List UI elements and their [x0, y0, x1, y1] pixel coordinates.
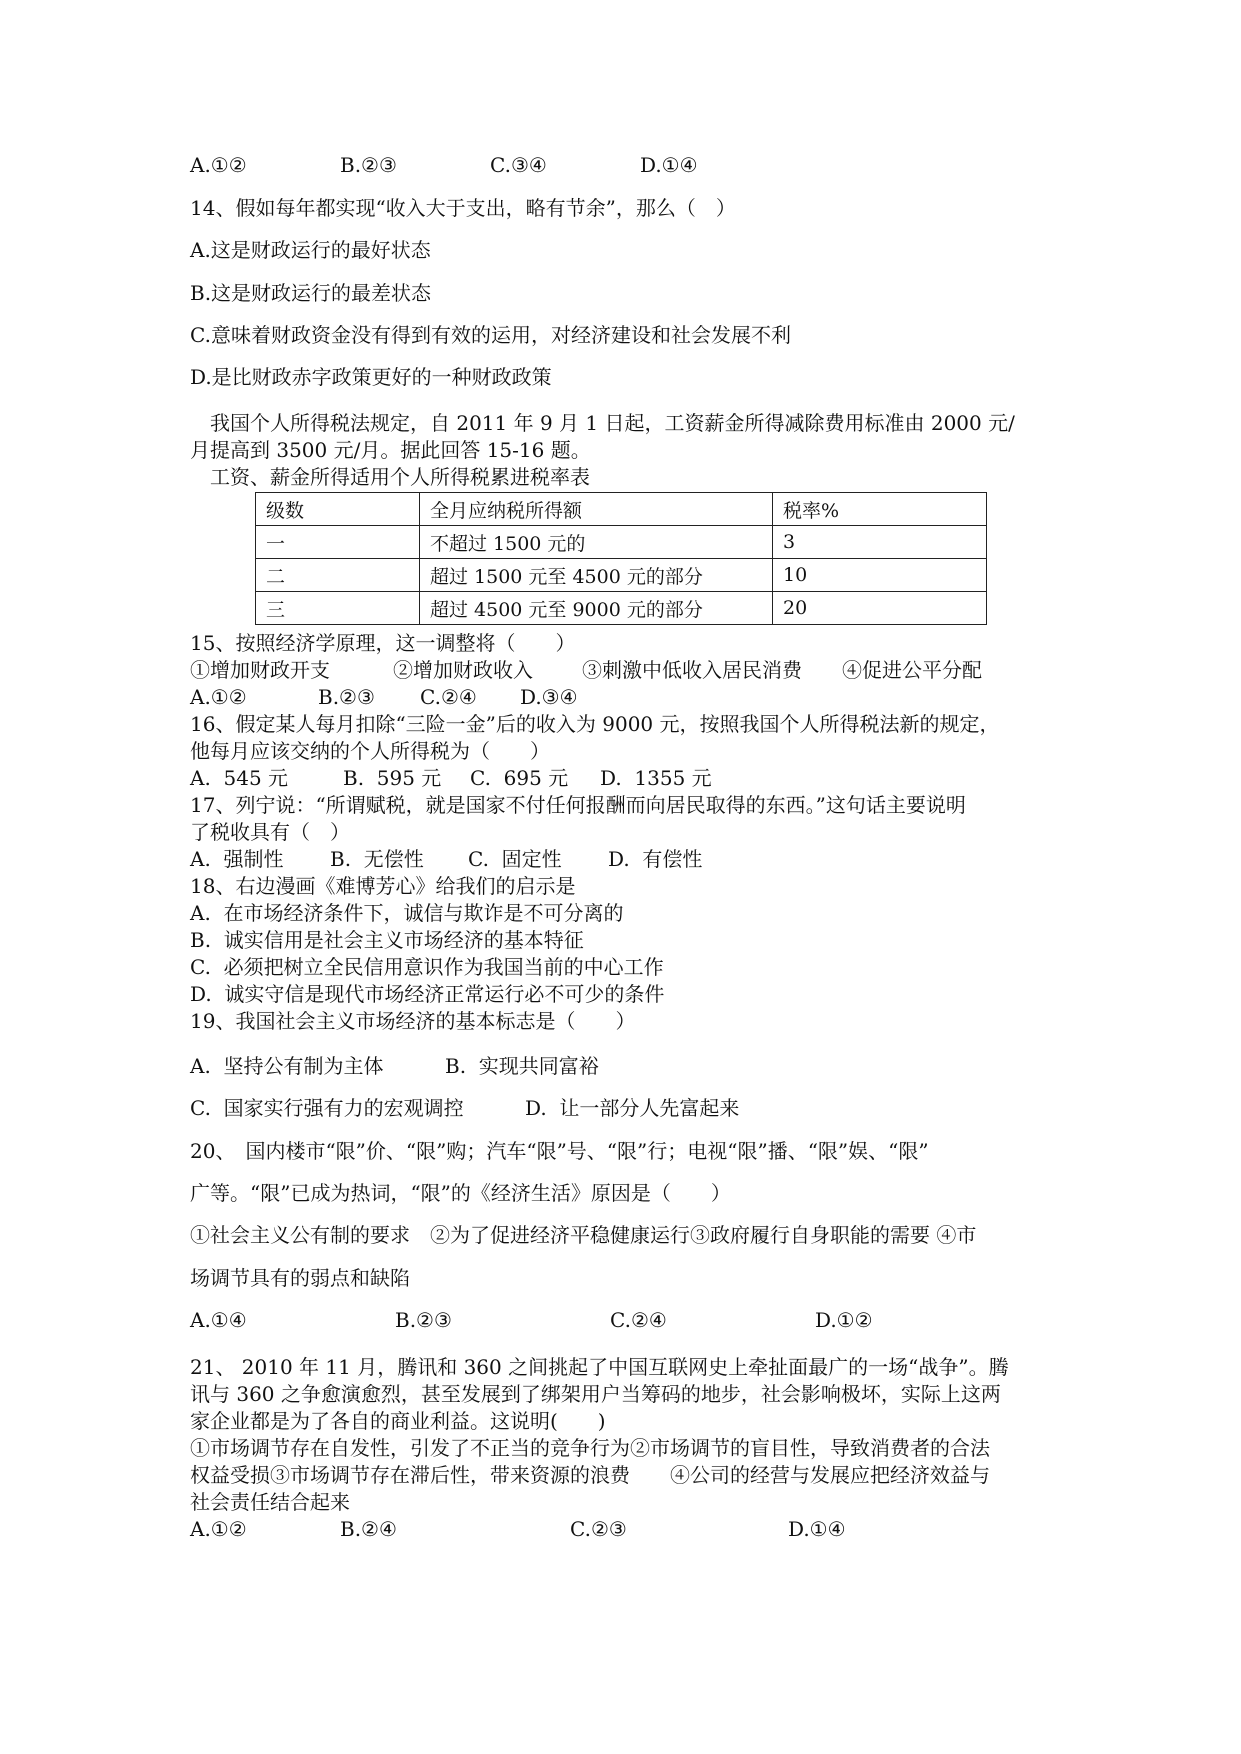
q15-item-1: ①增加财政开支: [190, 658, 330, 682]
q15-item-2: ②增加财政收入: [393, 658, 533, 682]
q21-stem-3: 家企业都是为了各自的商业利益。这说明( ): [190, 1409, 606, 1433]
q14-option-c: C.意味着财政资金没有得到有效的运用，对经济建设和社会发展不利: [190, 323, 791, 347]
q21-items-2: 权益受损③市场调节存在滞后性，带来资源的浪费 ④公司的经营与发展应把经济效益与: [190, 1463, 990, 1487]
table-cell: 10: [773, 559, 987, 592]
q18-option-b: B. 诚实信用是社会主义市场经济的基本特征: [190, 928, 584, 952]
table-cell: 不超过 1500 元的: [420, 526, 773, 559]
passage-line-2: 月提高到 3500 元/月。据此回答 15-16 题。: [190, 438, 591, 462]
q13-option-c: C.③④: [490, 153, 547, 177]
q15-item-3: ③刺激中低收入居民消费: [582, 658, 802, 682]
q19-option-d: D. 让一部分人先富起来: [525, 1096, 740, 1120]
q17-stem-2: 了税收具有（ ）: [190, 820, 350, 844]
q18-option-c: C. 必须把树立全民信用意识作为我国当前的中心工作: [190, 955, 664, 979]
q16-stem-2: 他每月应该交纳的个人所得税为（ ）: [190, 739, 550, 763]
q20-option-c: C.②④: [610, 1308, 667, 1332]
table-header-level: 级数: [256, 493, 420, 526]
q17-option-a: A. 强制性: [190, 847, 284, 871]
q21-stem-2: 讯与 360 之争愈演愈烈，甚至发展到了绑架用户当筹码的地步，社会影响极坏，实际上这两: [190, 1382, 1001, 1406]
q19-stem: 19、我国社会主义市场经济的基本标志是（ ）: [190, 1009, 636, 1033]
q21-items-1: ①市场调节存在自发性，引发了不正当的竞争行为②市场调节的盲目性，导致消费者的合法: [190, 1436, 990, 1460]
q17-option-b: B. 无偿性: [330, 847, 424, 871]
table-header-rate: 税率%: [773, 493, 987, 526]
q20-option-d: D.①②: [815, 1308, 873, 1332]
q18-stem: 18、右边漫画《难博芳心》给我们的启示是: [190, 874, 576, 898]
q20-stem-2: 广等。“限”已成为热词，“限”的《经济生活》原因是（ ）: [190, 1181, 731, 1205]
table-caption: 工资、薪金所得适用个人所得税累进税率表: [190, 465, 590, 489]
q16-stem-1: 16、假定某人每月扣除“三险一金”后的收入为 9000 元，按照我国个人所得税法新的规定，: [190, 712, 1000, 736]
table-row: [256, 592, 987, 625]
passage-line-1: 我国个人所得税法规定，自 2011 年 9 月 1 日起，工资薪金所得减除费用标准由 2000 元/: [190, 411, 1015, 435]
q18-option-d: D. 诚实守信是现代市场经济正常运行必不可少的条件: [190, 982, 665, 1006]
table-cell: 三: [256, 592, 420, 625]
q15-option-c: C.②④: [420, 685, 477, 709]
table-header-income: 全月应纳税所得额: [420, 493, 773, 526]
q20-items-1: ①社会主义公有制的要求 ②为了促进经济平稳健康运行③政府履行自身职能的需要 ④市: [190, 1223, 977, 1247]
q14-option-d: D.是比财政赤字政策更好的一种财政政策: [190, 365, 552, 389]
q13-option-d: D.①④: [640, 153, 698, 177]
q14-option-b: B.这是财政运行的最差状态: [190, 281, 432, 305]
q20-option-b: B.②③: [395, 1308, 452, 1332]
q15-stem: 15、按照经济学原理，这一调整将（ ）: [190, 631, 576, 655]
q20-stem-1: 20、 国内楼市“限”价、“限”购；汽车“限”号、“限”行；电视“限”播、“限”娱、“限”: [190, 1139, 929, 1163]
q14-option-a: A.这是财政运行的最好状态: [190, 238, 431, 262]
q13-option-b: B.②③: [340, 153, 397, 177]
q19-option-b: B. 实现共同富裕: [445, 1054, 599, 1078]
table-cell: 超过 1500 元至 4500 元的部分: [420, 559, 773, 592]
q20-items-2: 场调节具有的弱点和缺陷: [190, 1266, 410, 1290]
q15-option-a: A.①②: [190, 685, 247, 709]
q14-stem: 14、假如每年都实现“收入大于支出，略有节余”，那么（ ）: [190, 196, 736, 220]
q15-option-d: D.③④: [520, 685, 578, 709]
q15-item-4: ④促进公平分配: [842, 658, 982, 682]
q13-option-a: A.①②: [190, 153, 247, 177]
table-cell: 超过 4500 元至 9000 元的部分: [420, 592, 773, 625]
table-cell: 3: [773, 526, 987, 559]
table-cell: 一: [256, 526, 420, 559]
q21-option-d: D.①④: [788, 1517, 846, 1541]
q21-option-c: C.②③: [570, 1517, 627, 1541]
q21-option-b: B.②④: [340, 1517, 397, 1541]
q21-option-a: A.①②: [190, 1517, 247, 1541]
q19-option-c: C. 国家实行强有力的宏观调控: [190, 1096, 464, 1120]
q17-option-c: C. 固定性: [468, 847, 562, 871]
q17-option-d: D. 有偿性: [608, 847, 703, 871]
table-cell: 二: [256, 559, 420, 592]
q21-stem-1: 21、 2010 年 11 月，腾讯和 360 之间挑起了中国互联网史上牵扯面最广的一场“战争”。腾: [190, 1355, 1009, 1379]
q16-option-d: D. 1355 元: [600, 766, 712, 790]
table-row: [256, 559, 987, 592]
q21-items-3: 社会责任结合起来: [190, 1490, 350, 1514]
q18-option-a: A. 在市场经济条件下，诚信与欺诈是不可分离的: [190, 901, 624, 925]
q21-options: [190, 1516, 846, 1646]
table-cell: 20: [773, 592, 987, 625]
q16-option-b: B. 595 元: [343, 766, 442, 790]
q16-option-a: A. 545 元: [190, 766, 289, 790]
q16-option-c: C. 695 元: [470, 766, 569, 790]
q19-option-a: A. 坚持公有制为主体: [190, 1054, 384, 1078]
q20-option-a: A.①④: [190, 1308, 247, 1332]
table-row: [256, 526, 987, 559]
q15-option-b: B.②③: [318, 685, 375, 709]
table-header-row: [256, 493, 987, 526]
q17-stem-1: 17、列宁说：“所谓赋税，就是国家不付任何报酬而向居民取得的东西。”这句话主要说明: [190, 793, 966, 817]
tax-rate-table: [255, 492, 987, 625]
